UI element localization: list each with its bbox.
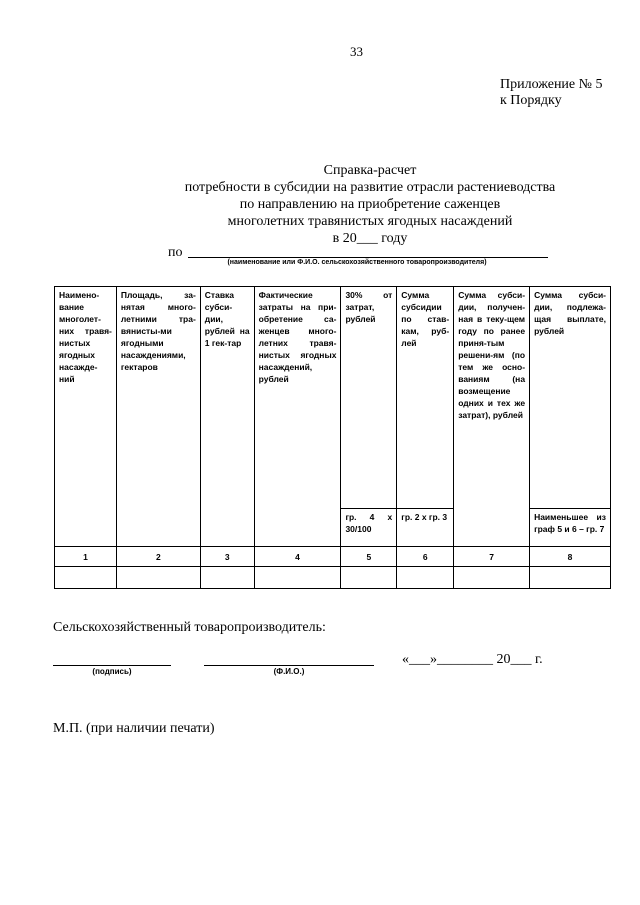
header-cell-8: Сумма субси-дии, подлежа-щая выплате, рублей [530, 287, 611, 509]
header-cell-4: Фактические затраты на при-обретение са-женцев много-летних травя-нистых ягодных насаждений, рублей [254, 287, 341, 547]
appendix-line-2: к Порядку [500, 93, 562, 108]
title-line-1: Справка-расчет [323, 163, 417, 178]
data-cell-3[interactable] [200, 567, 254, 589]
column-number-2: 2 [116, 547, 200, 567]
header-cell-2: Площадь, за-нятая много-летними тра-вянисты-ми ягодными насаждениями, гектаров [116, 287, 200, 547]
appendix-line-1: Приложение № 5 [500, 77, 603, 92]
document-title [120, 162, 620, 247]
table-data-row [55, 567, 611, 589]
data-cell-6[interactable] [397, 567, 454, 589]
header-cell-7: Сумма субси-дии, получен-ная в теку-щем году по ранее приня-тым решени-ям (по тем же осно-ваниям (на возмещение одних и тех же затрат), рублей [454, 287, 530, 547]
data-cell-1[interactable] [55, 567, 117, 589]
fio-caption: (Ф.И.О.) [273, 667, 305, 676]
page-number: 33 [350, 44, 363, 59]
data-cell-2[interactable] [116, 567, 200, 589]
po-label: по [168, 245, 183, 260]
title-line-3: по направлению на приобретение саженцев [239, 197, 501, 212]
title-line-5: в 20___ году [332, 231, 408, 246]
column-number-3: 3 [200, 547, 254, 567]
column-number-8: 8 [530, 547, 611, 567]
data-cell-4[interactable] [254, 567, 341, 589]
data-cell-5[interactable] [341, 567, 397, 589]
column-number-5: 5 [341, 547, 397, 567]
data-cell-8[interactable] [530, 567, 611, 589]
header-cell-5: 30% от затрат, рублей [341, 287, 397, 509]
signature-field[interactable] [53, 665, 171, 666]
column-number-4: 4 [254, 547, 341, 567]
producer-label: Сельскохозяйственный товаропроизводитель: [53, 620, 326, 635]
producer-name-caption: (наименование или Ф.И.О. сельскохозяйственного товаропроизводителя) [227, 259, 487, 266]
stamp-label: М.П. (при наличии печати) [53, 721, 215, 736]
formula-cell-6: гр. 2 х гр. 3 [397, 509, 454, 547]
header-cell-3: Ставка субси-дии, рублей на 1 гек-тар [200, 287, 254, 547]
data-cell-7[interactable] [454, 567, 530, 589]
title-line-2: потребности в субсидии на развитие отрасли растениеводства [184, 180, 556, 195]
column-number-6: 6 [397, 547, 454, 567]
fio-field[interactable] [204, 665, 374, 666]
column-number-7: 7 [454, 547, 530, 567]
date-field[interactable]: «___»________ 20___ г. [402, 652, 543, 667]
appendix-reference [500, 77, 603, 109]
column-number-1: 1 [55, 547, 117, 567]
table-number-row [55, 547, 611, 567]
formula-cell-5: гр. 4 х 30/100 [341, 509, 397, 547]
producer-name-field[interactable] [188, 257, 548, 258]
formula-cell-8: Наименьшее из граф 5 и 6 – гр. 7 [530, 509, 611, 547]
table-header-row [55, 287, 611, 509]
signature-caption: (подпись) [92, 667, 132, 676]
calculation-table [54, 286, 611, 589]
header-cell-1: Наимено-вание многолет-них травя-нистых ягодных насажде-ний [55, 287, 117, 547]
header-cell-6: Сумма субсидии по став-кам, руб-лей [397, 287, 454, 509]
title-line-4: многолетних травянистых ягодных насаждений [227, 214, 513, 229]
